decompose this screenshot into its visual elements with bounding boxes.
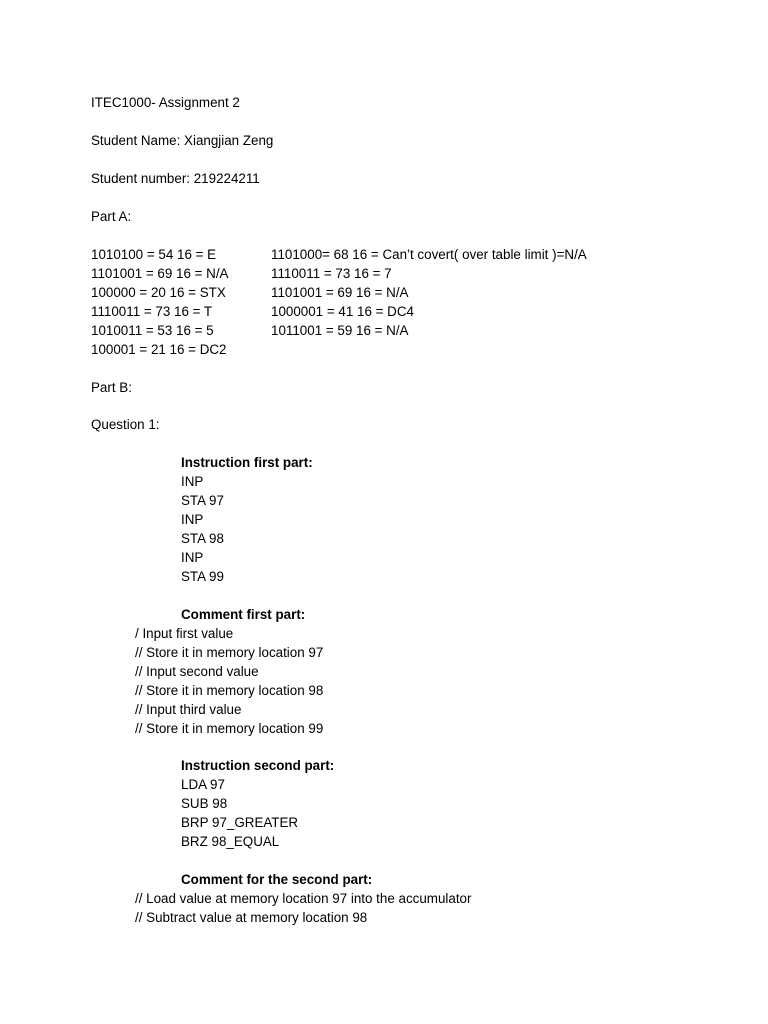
instruction-line: INP [181, 512, 204, 527]
part-a-right-line: 1101000= 68 16 = Can’t covert( over table limit )=N/A [271, 247, 587, 262]
part-a-left-line: 1010100 = 54 16 = E [91, 247, 217, 262]
part-a-right-line: 1101001 = 69 16 = N/A [271, 285, 409, 300]
student-name: Student Name: Xiangjian Zeng [91, 133, 274, 148]
part-a-left-line: 100000 = 20 16 = STX [91, 285, 226, 300]
student-number: Student number: 219224211 [91, 171, 260, 186]
part-b-heading: Part B: [91, 380, 132, 395]
document-title: ITEC1000- Assignment 2 [91, 95, 240, 110]
instruction-line: BRZ 98_EQUAL [181, 834, 280, 849]
part-a-right-line: 1011001 = 59 16 = N/A [271, 323, 409, 338]
instruction-line: STA 97 [181, 493, 224, 508]
instruction-line: LDA 97 [181, 777, 225, 792]
comment-line: // Subtract value at memory location 98 [135, 910, 368, 925]
instruction-line: SUB 98 [181, 796, 228, 811]
part-a-left-line: 1010011 = 53 16 = 5 [91, 323, 214, 338]
comment-second-heading: Comment for the second part: [181, 872, 373, 887]
instruction-second-heading: Instruction second part: [181, 758, 335, 773]
comment-line: // Input second value [135, 664, 259, 679]
part-a-left-line: 1101001 = 69 16 = N/A [91, 266, 229, 281]
comment-line: // Store it in memory location 97 [135, 645, 324, 660]
instruction-line: BRP 97_GREATER [181, 815, 299, 830]
part-a-left-line: 100001 = 21 16 = DC2 [91, 342, 227, 357]
part-a-left-line: 1110011 = 73 16 = T [91, 304, 213, 319]
comment-line: / Input first value [135, 626, 234, 641]
comment-line: // Load value at memory location 97 into the accumulator [135, 891, 472, 906]
instruction-first-heading: Instruction first part: [181, 455, 313, 470]
comment-line: // Store it in memory location 98 [135, 683, 324, 698]
instruction-line: STA 99 [181, 569, 224, 584]
instruction-line: INP [181, 550, 204, 565]
comment-line: // Input third value [135, 702, 242, 717]
comment-first-heading: Comment first part: [181, 607, 306, 622]
instruction-line: STA 98 [181, 531, 224, 546]
part-a-right-line: 1000001 = 41 16 = DC4 [271, 304, 414, 319]
instruction-line: INP [181, 474, 204, 489]
part-a-right-line: 1110011 = 73 16 = 7 [271, 266, 392, 281]
question-1-heading: Question 1: [91, 417, 160, 432]
comment-line: // Store it in memory location 99 [135, 721, 324, 736]
part-a-heading: Part A: [91, 209, 132, 224]
